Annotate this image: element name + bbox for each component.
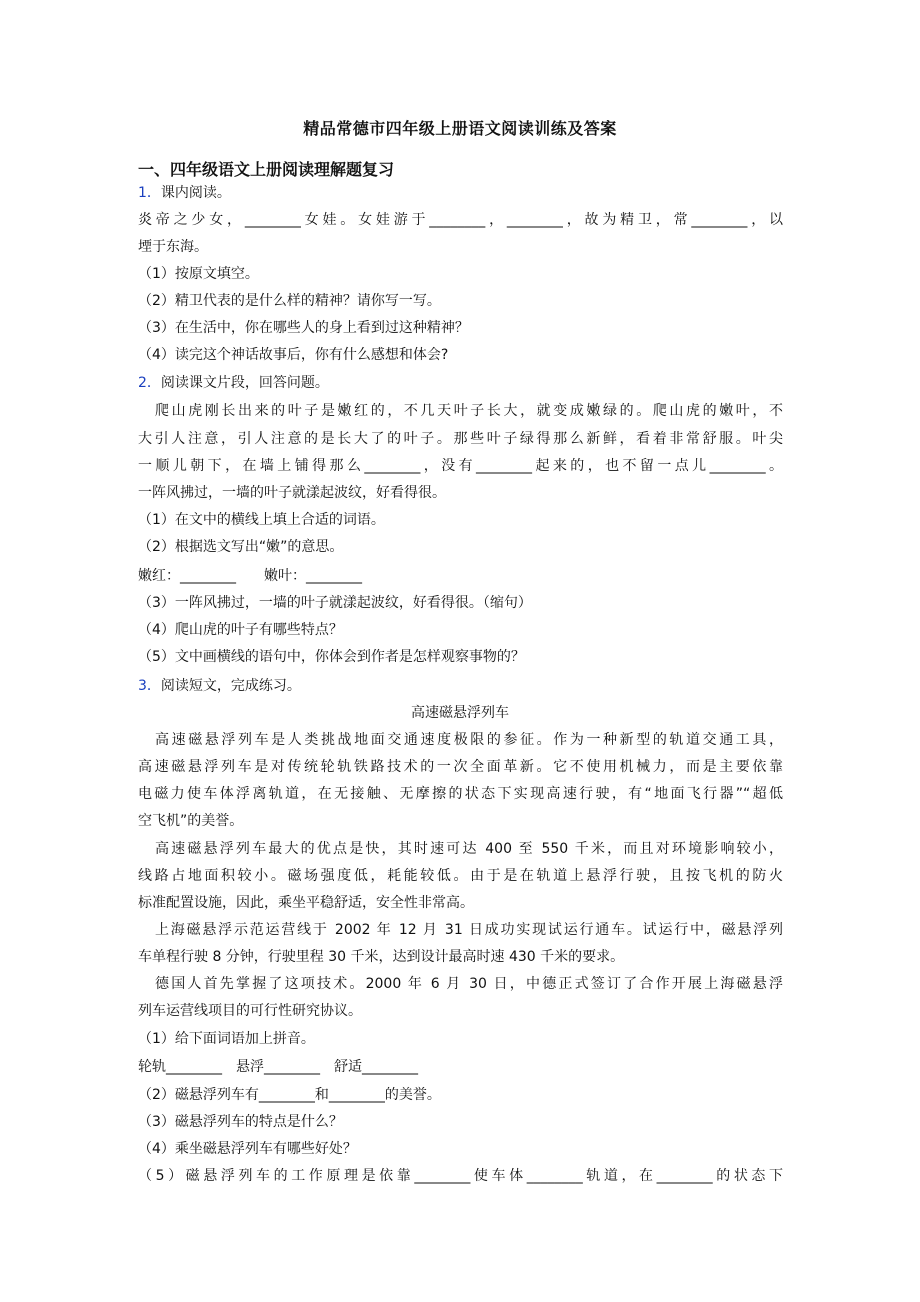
page-title: 精品常德市四年级上册语文阅读训练及答案: [303, 119, 617, 138]
question-number: 2．: [138, 375, 161, 391]
q2-subquestion: （5）文中画横线的语句中，你体会到作者是怎样观察事物的？: [138, 649, 525, 665]
question-number: 1．: [138, 185, 161, 201]
q3-article-line: 空飞机”的美誉。: [138, 813, 244, 829]
q3-article-line: 高速磁悬浮列车最大的优点是快，其时速可达 400 至 550 千米，而且对环境影响较小，: [155, 841, 783, 857]
q1-subquestion: （4）读完这个神话故事后，你有什么感想和体会?: [138, 347, 449, 363]
q3-subquestion: （1）给下面词语加上拼音。: [138, 1031, 315, 1047]
q3-article-line: 线路占地面积较小。磁场强度低，耗能较低。由于是在轨道上悬浮行驶，且按飞机的防火: [138, 868, 783, 884]
q2-subquestion: （2）根据选文写出“嫩”的意思。: [138, 539, 344, 555]
q3-article-line: 电磁力使车体浮离轨道，在无接触、无摩擦的状态下实现高速行驶，有“地面飞行器”“超低: [138, 786, 783, 802]
question-1-header: [138, 183, 783, 203]
q3-subquestion: （2）磁悬浮列车有________和________的美誉。: [138, 1087, 441, 1103]
q3-article-line: 上海磁悬浮示范运营线于 2002 年 12 月 31 日成功实现试运行通车。试运行中，磁悬浮列: [155, 922, 783, 938]
q2-answer-blanks: 嫩红：________ 嫩叶：________: [138, 568, 362, 584]
question-number: 3．: [138, 678, 161, 694]
q3-article-line: 列车运营线项目的可行性研究协议。: [138, 1003, 362, 1019]
q3-subquestion: （3）磁悬浮列车的特点是什么？: [138, 1114, 343, 1130]
q2-passage-line: 一阵风拂过，一墙的叶子就漾起波纹，好看得很。: [138, 485, 446, 501]
q3-article-line: 高速磁悬浮列车是人类挑战地面交通速度极限的参征。作为一种新型的轨道交通工具，: [155, 732, 783, 748]
q2-subquestion: （1）在文中的横线上填上合适的词语。: [138, 512, 385, 528]
question-3-header: [138, 676, 783, 696]
q3-subquestion: （4）乘坐磁悬浮列车有哪些好处？: [138, 1141, 357, 1157]
q2-subquestion: （3）一阵风拂过，一墙的叶子就漾起波纹，好看得很。（缩句）: [138, 595, 532, 611]
q1-subquestion: （3）在生活中，你在哪些人的身上看到过这种精神？: [138, 320, 469, 336]
question-2-header: [138, 373, 783, 393]
q1-subquestion: （2）精卫代表的是什么样的精神？请你写一写。: [138, 293, 441, 309]
section-heading: 一、四年级语文上册阅读理解题复习: [138, 160, 395, 179]
q3-article-line: 德国人首先掌握了这项技术。2000 年 6 月 30 日，中德正式签订了合作开展上海磁悬浮: [155, 976, 783, 992]
q3-article-line: 车单程行驶 8 分钟，行驶里程 30 千米，达到设计最高时速 430 千米的要求。: [138, 949, 625, 965]
question-intro: 阅读短文，完成练习。: [160, 678, 301, 694]
q3-article-line: 标准配置设施，因此，乘坐平稳舒适，安全性非常高。: [138, 895, 474, 911]
q1-subquestion: （1）按原文填空。: [138, 266, 259, 282]
question-intro: 课内阅读。: [160, 185, 231, 201]
q2-passage-line: 大引人注意，引人注意的是长大了的叶子。那些叶子绿得那么新鲜，看着非常舒服。叶尖: [138, 431, 783, 447]
article-title: 高速磁悬浮列车: [411, 705, 509, 721]
q1-passage-line: 炎帝之少女，________女娃。女娃游于________，________，故为精卫，常________，以: [138, 212, 783, 228]
question-intro: 阅读课文片段，回答问题。: [160, 375, 329, 391]
q3-article-line: 高速磁悬浮列车是对传统轮轨铁路技术的一次全面革新。它不使用机械力，而是主要依靠: [138, 759, 783, 775]
q1-passage-line: 堙于东海。: [138, 239, 208, 255]
q2-subquestion: （4）爬山虎的叶子有哪些特点？: [138, 622, 343, 638]
q3-subquestion: （5）磁悬浮列车的工作原理是依靠________使车体________轨道，在________的状态下: [138, 1168, 783, 1184]
q2-passage-line: 一顺儿朝下，在墙上铺得那么________，没有________起来的，也不留一点儿________。: [138, 458, 783, 474]
q2-passage-line: 爬山虎刚长出来的叶子是嫩红的，不几天叶子长大，就变成嫩绿的。爬山虎的嫩叶，不: [155, 403, 783, 419]
q3-answer-blanks: 轮轨________ 悬浮________ 舒适________: [138, 1059, 418, 1075]
